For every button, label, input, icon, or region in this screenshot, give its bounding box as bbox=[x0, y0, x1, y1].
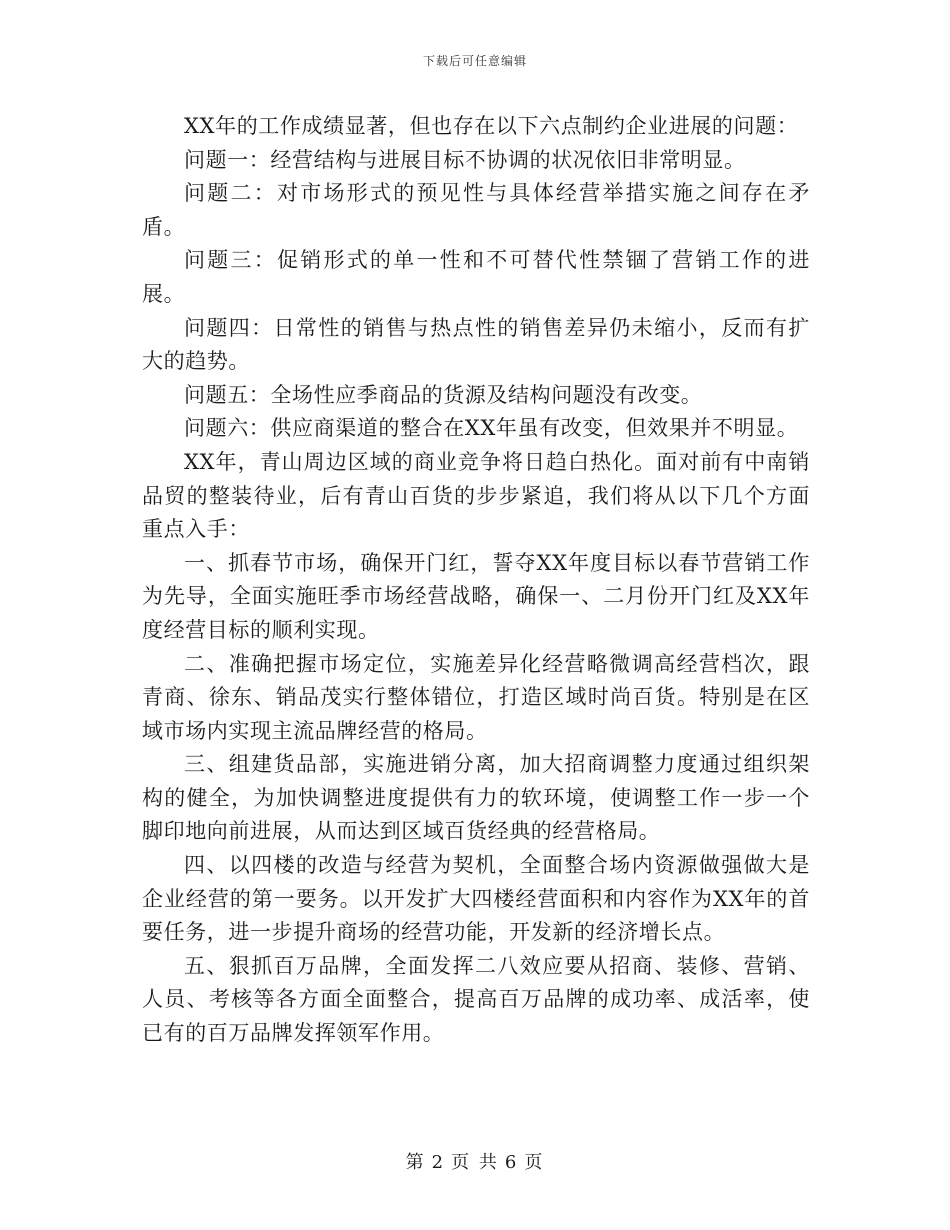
paragraph-problem-4: 问题四：日常性的销售与热点性的销售差异仍未缩小，反而有扩大的趋势。 bbox=[142, 315, 810, 374]
document-body bbox=[142, 110, 810, 1051]
paragraph-problem-3: 问题三：促销形式的单一性和不可替代性禁锢了营销工作的进展。 bbox=[142, 248, 810, 306]
page-header: 下载后可任意编辑 bbox=[422, 54, 527, 68]
paragraph-problem-2: 问题二：对市场形式的预见性与具体经营举措实施之间存在矛盾。 bbox=[142, 181, 810, 239]
paragraph-outlook: XX年，青山周边区域的商业竞争将日趋白热化。面对前有中南销品贸的整装待业，后有青山百货的步步紧追，我们将从以下几个方面重点入手： bbox=[142, 449, 810, 542]
paragraph-measure-4: 四、以四楼的改造与经营为契机，全面整合场内资源做强做大是企业经营的第一要务。以开发扩大四楼经营面积和内容作为XX年的首要任务，进一步提升商场的经营功能，开发新的经济增长点。 bbox=[142, 853, 810, 945]
paragraph-measure-1: 一、抓春节市场，确保开门红，誓夺XX年度目标以春节营销工作为先导，全面实施旺季市场经营战略，确保一、二月份开门红及XX年度经营目标的顺利实现。 bbox=[142, 550, 810, 642]
paragraph-problem-1: 问题一：经营结构与进展目标不协调的状况依旧非常明显。 bbox=[184, 147, 746, 172]
footer-suffix: 页 bbox=[524, 1152, 545, 1173]
footer-page-number: 2 bbox=[431, 1152, 446, 1173]
footer-total-pages: 6 bbox=[504, 1152, 519, 1173]
paragraph-problem-5: 问题五：全场性应季商品的货源及结构问题没有改变。 bbox=[184, 382, 703, 407]
footer-prefix: 第 bbox=[405, 1152, 426, 1173]
footer-middle: 页 共 bbox=[451, 1152, 499, 1173]
paragraph-measure-3: 三、组建货品部，实施进销分离，加大招商调整力度通过组织架构的健全，为加快调整进度提供有力的软环境，使调整工作一步一个脚印地向前进展，从而达到区域百货经典的经营格局。 bbox=[142, 752, 810, 844]
paragraph-intro: XX年的工作成绩显著，但也存在以下六点制约企业进展的问题： bbox=[184, 114, 799, 138]
page-footer bbox=[0, 1148, 950, 1174]
paragraph-measure-5: 五、狠抓百万品牌，全面发挥二八效应要从招商、装修、营销、人员、考核等各方面全面整合，提高百万品牌的成功率、成活率，使已有的百万品牌发挥领军作用。 bbox=[142, 953, 810, 1046]
paragraph-problem-6: 问题六：供应商渠道的整合在XX年虽有改变，但效果并不明显。 bbox=[184, 416, 799, 441]
paragraph-measure-2: 二、准确把握市场定位，实施差异化经营略微调高经营档次，跟青商、徐东、销品茂实行整体错位，打造区域时尚百货。特别是在区域市场内实现主流品牌经营的格局。 bbox=[142, 651, 810, 743]
